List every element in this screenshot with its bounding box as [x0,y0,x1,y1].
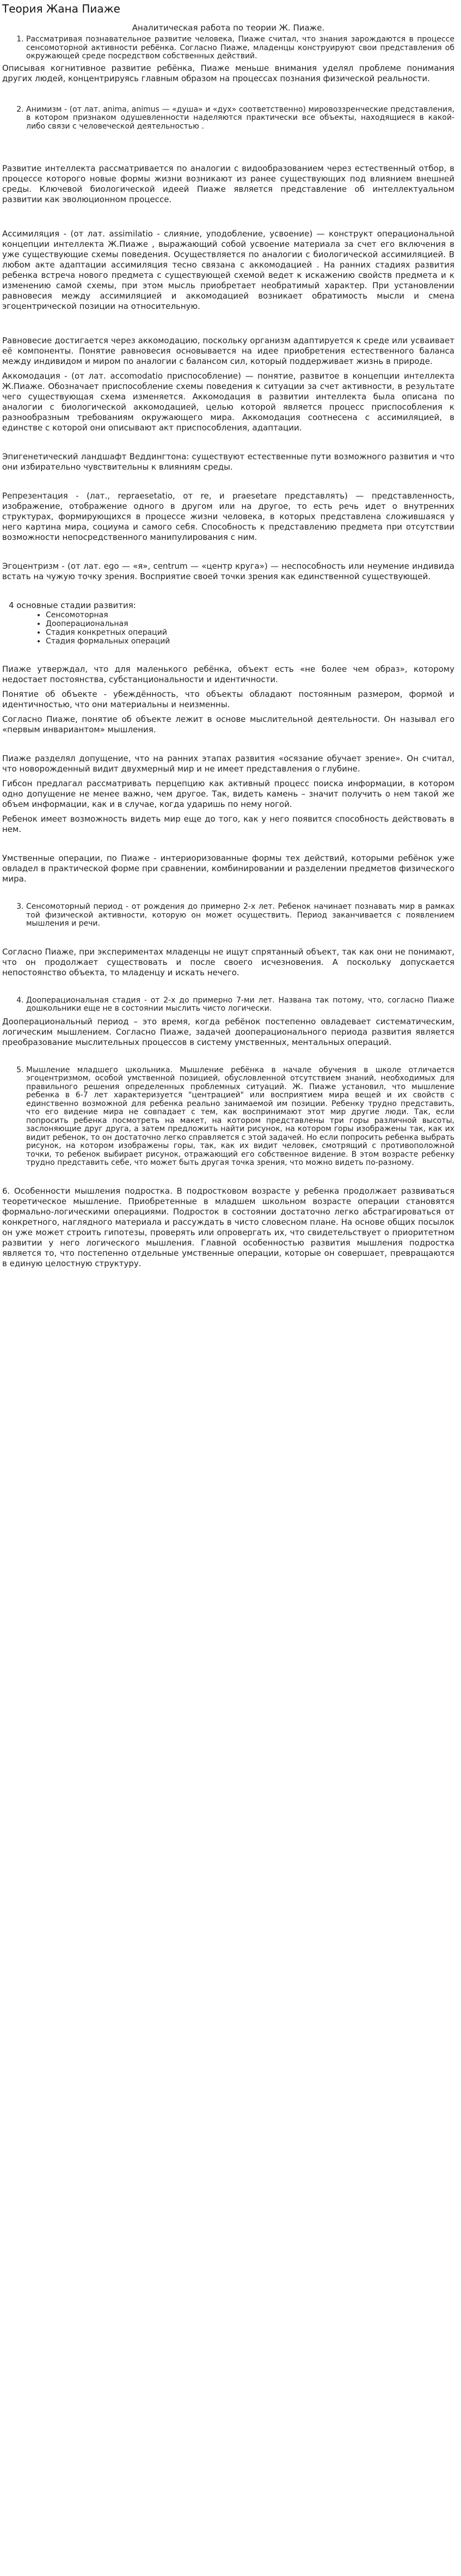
list-item: 3. Сенсомоторный период - от рождения до примерно 2-х лет. Ребенок начинает познавать мир в рамках той физической активности, которую он может осуществить. Период заканчивается с появлением мышления и речи. [26,903,454,928]
list-item: 1. Рассматривая познавательное развитие человека, Пиаже считал, что знания зарождаются в процессе сенсомоторной активности ребёнка. Согласно Пиаже, младенцы конструируют свои представления об окружающей среде посредством собственных действий. [26,35,454,61]
paragraph-first-invariant: Согласно Пиаже, понятие об объекте лежит в основе мыслительной деятельности. Он называл его «первым инвариантом» мышления. [2,714,454,734]
paragraph-gibson: Гибсон предлагал рассматривать перцепцию как активный процесс поиска информации, в котором одно допущение не менее важно, чем другое. Так, видеть камень – значит получить о нем такой же объем информации, как и в случае, когда ударишь по нему ногой. [2,779,454,809]
list-item: • Дооперациональная [46,619,454,628]
stages-list [2,611,454,646]
numbered-item-2 [2,106,454,131]
paragraph-epigenetic-landscape: Эпигенетический ландшафт Веддингтона: существуют естественные пути возможного развития и что они избирательно чувствительны к влияниям среды. [2,452,454,472]
document-subtitle: Аналитическая работа по теории Ж. Пиаже. [132,23,325,33]
paragraph-representation: Репрезентация - (лат., repraesetatio, от re, и praesetare представлять) — представленность, изображение, отображение одного в другом или на другое, то есть речь идет о внутренних структурах, формирующихся в процессе жизни человека, в которых представлена сложившаяся у него картина мира, социума и самого себя. Способность к представлению предмета при отсутствии возможности непосредственного манипулирования с ним. [2,491,454,542]
numbered-item-1 [2,35,454,61]
numbered-item-4 [2,997,454,1013]
numbered-item-5 [2,1066,454,1168]
list-item: • Стадия формальных операций [46,637,454,646]
paragraph-object-image: Пиаже утверждал, что для маленького ребёнка, объект есть «не более чем образ», которому недостает постоянства, субстанциональности и идентичности. [2,664,454,684]
paragraph-touch-teaches-vision: Пиаже разделял допущение, что на ранних этапах развития «осязание обучает зрение». Он считал, что новорожденный видит двухмерный мир и не имеет представления о глубине. [2,754,454,774]
list-item: • Сенсомоторная [46,611,454,619]
page-title: Теория Жана Пиаже [2,2,120,15]
paragraph-hidden-object: Согласно Пиаже, при экспериментах младенцы не ищут спрятанный объект, так как они не понимают, что он продолжает существовать и после своего исчезновения. А поскольку допускается непостоянство объекта, то младенцу и искать нечего. [2,946,454,977]
document-page [0,0,461,1275]
list-item: 5. Мышление младшего школьника. Мышление ребёнка в начале обучения в школе отличается эгоцентризмом, особой умственной позицией, обусловленной отсутствием знаний, необходимых для правильного решения определенных проблемных ситуаций. Ж. Пиаже установил, что мышление ребенка в 6-7 лет характеризуется "центрацией" или восприятием мира вещей и их свойств с единственно возможной для ребенка реально занимаемой им позиции. Ребенку трудно представить, что его видение мира не совпадает с тем, как воспринимают этот мир другие люди. Так, если попросить ребенка посмотреть на макет, на котором представлены три горы различной высоты, заслоняющие друг друга, а затем предложить найти рисунок, на котором горы изображены так, как их видит ребенок, то он достаточно легко справляется с этой задачей. Но если попросить ребенка выбрать рисунок, на котором изображены горы, так, как их видит человек, смотрящий с противоположной точки, то ребенок выбирает рисунок, отражающий его собственное видение. В этом возрасте ребенку трудно представить себе, что может быть другая точка зрения, что можно видеть по-разному. [26,1066,454,1168]
stages-heading: 4 основные стадии развития: [9,600,136,610]
list-item: 2. Анимизм - (от лат. anima, animus — «душа» и «дух» соответственно) мировоззренческие представления, в котором признаком одушевленности наделяются практически все объекты, находящиеся в какой-либо связи с человеческой деятельностью . [26,106,454,131]
paragraph-preoperational-period: Дооперациональный период – это время, когда ребёнок постепенно овладевает систематическим, логическим мышлением. Согласно Пиаже, задачей дооперационального периода развития является преобразование мыслительных процессов в систему умственных, ментальных операций. [2,1016,454,1047]
list-item: 4. Дооперациональная стадия - от 2-х до примерно 7-ми лет. Названа так потому, что, согласно Пиаже дошкольники еще не в состоянии мыслить чисто логически. [26,997,454,1013]
paragraph-assimilation: Ассимиляция - (от лат. assimilatio - слияние, уподобление, усвоение) — конструкт операциональной концепции интеллекта Ж.Пиаже , выражающий собой усвоение материала за счет его включения в уже существующие схемы поведения. Осуществляется по аналогии с биологической ассимиляцией. В любом акте адаптации ассимиляция тесно связана с аккомодацией . На ранних стадиях развития ребенка встреча нового предмета с существующей схемой ведет к искажению свойств предмета и к изменению самой схемы, при этом мысль приобретает необратимый характер. При установлении равновесия между ассимиляцией и аккомодацией возникает обратимость мысли и смена эгоцентрической позиции на относительную. [2,229,454,311]
list-item: • Стадия конкретных операций [46,628,454,637]
paragraph-egocentrism: Эгоцентризм - (от лат. ego — «я», centrum — «центр круга») — неспособность или неумение индивида встать на чужую точку зрения. Восприятие своей точки зрения как единственной существующей. [2,561,454,581]
paragraph-adolescent-thinking: 6. Особенности мышления подростка. В подростковом возрасте у ребенка продолжает развиваться теоретическое мышление. Приобретенные в младшем школьном возрасте операции становятся формально-логическими операциями. Подросток в состоянии достаточно легко абстрагироваться от конкретного, наглядного материала и рассуждать в чисто словесном плане. На основе общих посылок он уже может строить гипотезы, проверять или опровергать их, что свидетельствует о приоритетном развитии у него логического мышления. Главной особенностью развития мышления подростка является то, что постепенно отдельные умственные операции, которые он совершает, превращаются в единую целостную структуру. [2,1186,454,1268]
paragraph-intellect-evolution: Развитие интеллекта рассматривается по аналогии с видообразованием через естественный отбор, в процессе которого новые формы жизни возникают из ранее существующих под влиянием внешней среды. Ключевой биологической идеей Пиаже является представление об интеллектуальном развитии как эволюционном процессе. [2,163,454,204]
paragraph-child-sees-world: Ребенок имеет возможность видеть мир еще до того, как у него появится способность действовать в нем. [2,814,454,834]
paragraph-cognitive-development: Описывая когнитивное развитие ребёнка, Пиаже меньше внимания уделял проблеме понимания других людей, концентрируясь главным образом на процессах познания физической реальности. [2,63,454,83]
paragraph-equilibrium: Равновесие достигается через аккомодацию, поскольку организм адаптируется к среде или усваивает её компоненты. Понятие равновесия основывается на идее приобретения естественного баланса между индивидом и миром по аналогии с балансом сил, который поддерживает жизнь в природе. [2,336,454,366]
paragraph-mental-operations: Умственные операции, по Пиаже - интериоризованные формы тех действий, которыми ребёнок уже овладел в практической форме при сравнении, комбинировании и разделении предметов физического мира. [2,853,454,884]
paragraph-object-concept: Понятие об объекте - убеждённость, что объекты обладают постоянным размером, формой и идентичностью, что они материальны и неизменны. [2,689,454,709]
numbered-item-3 [2,903,454,928]
paragraph-accommodation: Аккомодация - (от лат. accomodatio приспособление) — понятие, развитое в концепции интеллекта Ж.Пиаже. Обозначает приспособление схемы поведения к ситуации за счет активности, в результате чего существующая схема изменяется. Аккомодация в развитии интеллекта была описана по аналогии с биологической аккомодацией, целью которой является процесс приспособления к разнообразным требованиям окружающего мира. Аккомодация соотнесена с ассимиляцией, в единстве с которой они описывают акт приспособления, адаптации. [2,371,454,433]
